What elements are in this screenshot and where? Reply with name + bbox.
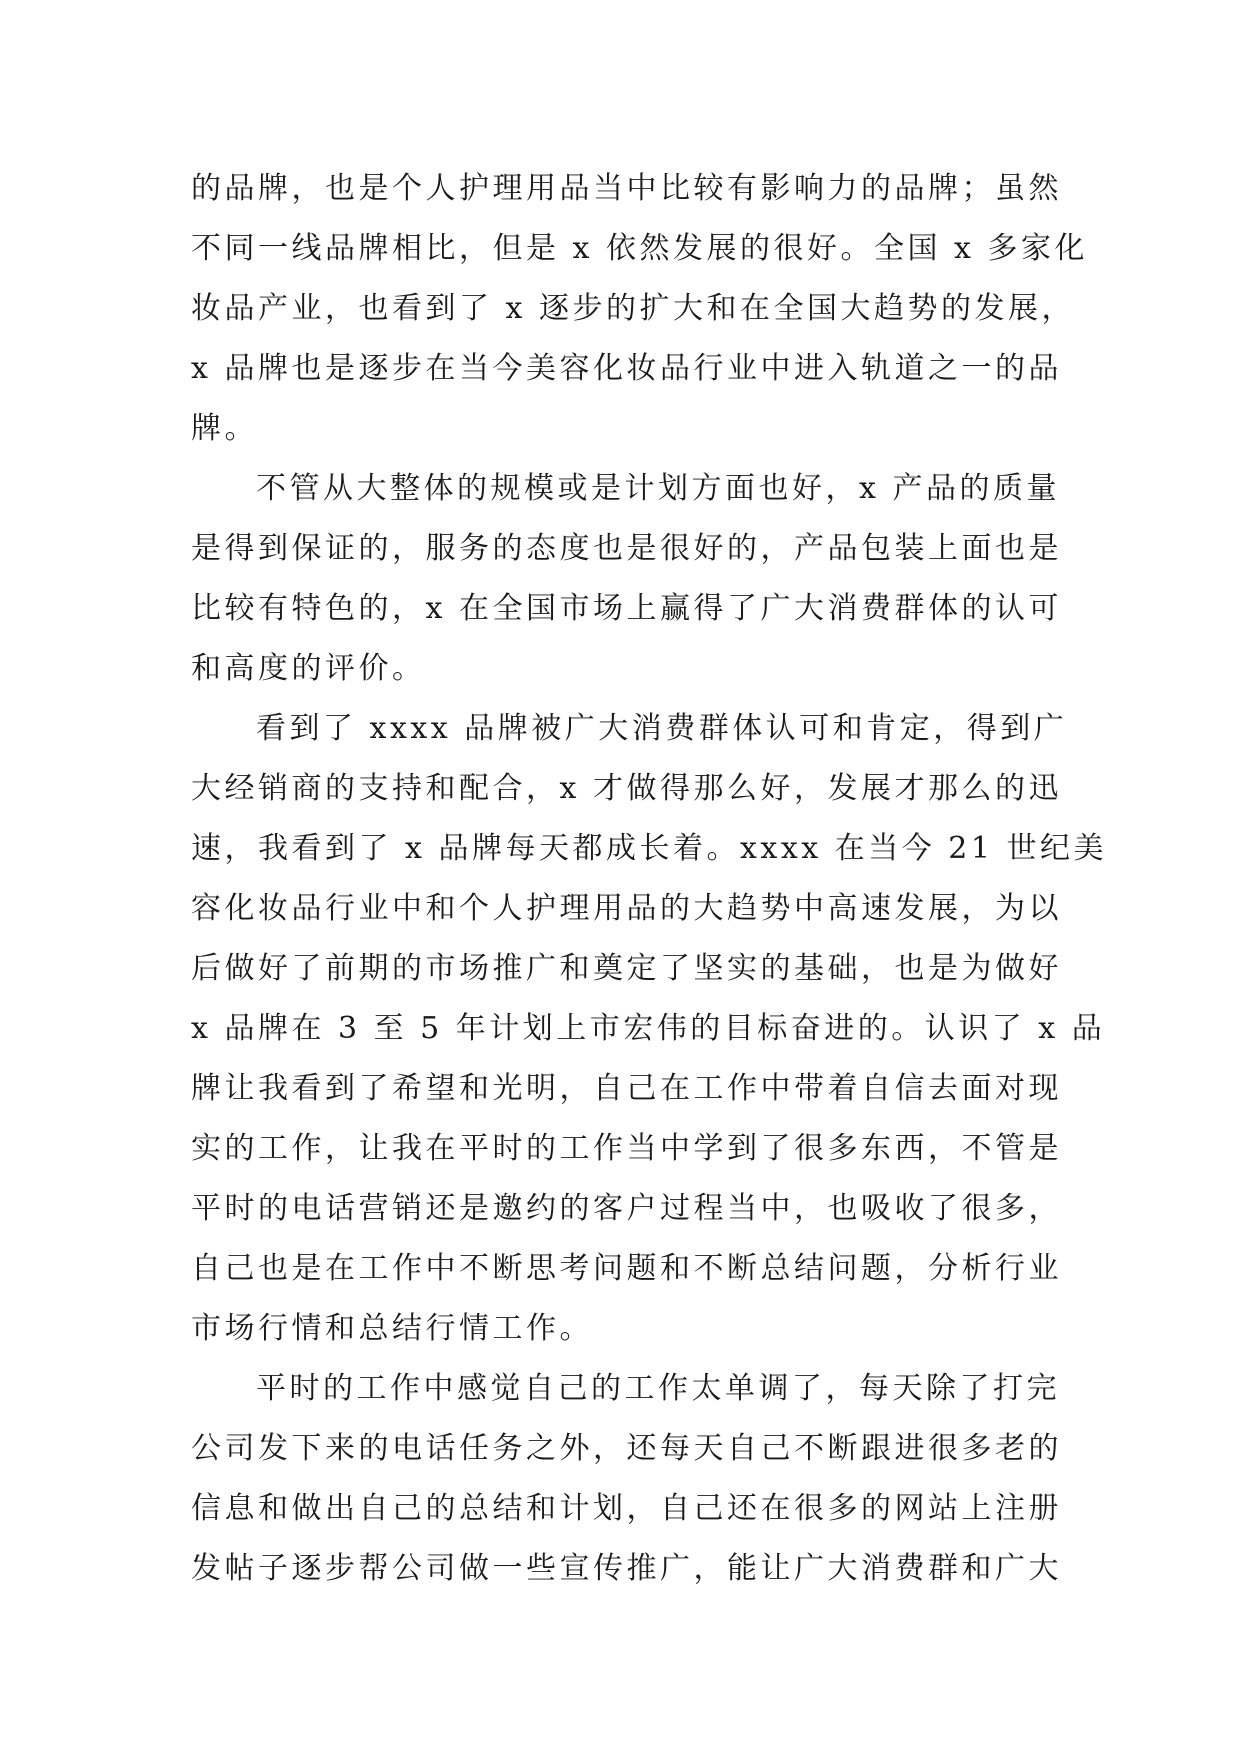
text-line: 的品牌，也是个人护理用品当中比较有影响力的品牌；虽然 — [191, 171, 1062, 206]
text-line: x 品牌在 3 至 5 年计划上市宏伟的目标奋进的。认识了 x 品 — [191, 1011, 1106, 1046]
text-line: 平时的电话营销还是邀约的客户过程当中，也吸收了很多， — [191, 1191, 1062, 1226]
text-line: 容化妆品行业中和个人护理用品的大趋势中高速发展，为以 — [191, 891, 1062, 926]
text-line: 牌。 — [191, 411, 258, 446]
paragraph-start-line: 看到了 xxxx 品牌被广大消费群体认可和肯定，得到广 — [256, 711, 1068, 746]
text-line: 牌让我看到了希望和光明，自己在工作中带着自信去面对现 — [191, 1071, 1062, 1106]
text-line: 不同一线品牌相比，但是 x 依然发展的很好。全国 x 多家化 — [191, 231, 1088, 266]
text-line: 大经销商的支持和配合，x 才做得那么好，发展才那么的迅 — [191, 771, 1062, 806]
paragraph-start-line: 平时的工作中感觉自己的工作太单调了，每天除了打完 — [256, 1371, 1060, 1406]
text-line: 妆品产业，也看到了 x 逐步的扩大和在全国大趋势的发展， — [191, 291, 1075, 326]
text-line: 后做好了前期的市场推广和奠定了坚实的基础，也是为做好 — [191, 951, 1062, 986]
text-line: 速，我看到了 x 品牌每天都成长着。xxxx 在当今 21 世纪美 — [191, 831, 1107, 866]
text-line: 是得到保证的，服务的态度也是很好的，产品包装上面也是 — [191, 531, 1062, 566]
text-line: 自己也是在工作中不断思考问题和不断总结问题，分析行业 — [191, 1251, 1062, 1286]
text-line: 市场行情和总结行情工作。 — [191, 1311, 593, 1346]
text-line: 发帖子逐步帮公司做一些宣传推广，能让广大消费群和广大 — [191, 1551, 1062, 1586]
text-line: 比较有特色的，x 在全国市场上赢得了广大消费群体的认可 — [191, 591, 1062, 626]
text-line: 和高度的评价。 — [191, 651, 426, 686]
paragraph-start-line: 不管从大整体的规模或是计划方面也好，x 产品的质量 — [256, 471, 1060, 506]
text-line: 实的工作，让我在平时的工作当中学到了很多东西，不管是 — [191, 1131, 1062, 1166]
text-line: x 品牌也是逐步在当今美容化妆品行业中进入轨道之一的品 — [191, 351, 1062, 386]
text-line: 公司发下来的电话任务之外，还每天自己不断跟进很多老的 — [191, 1431, 1062, 1466]
text-line: 信息和做出自己的总结和计划，自己还在很多的网站上注册 — [191, 1491, 1062, 1526]
